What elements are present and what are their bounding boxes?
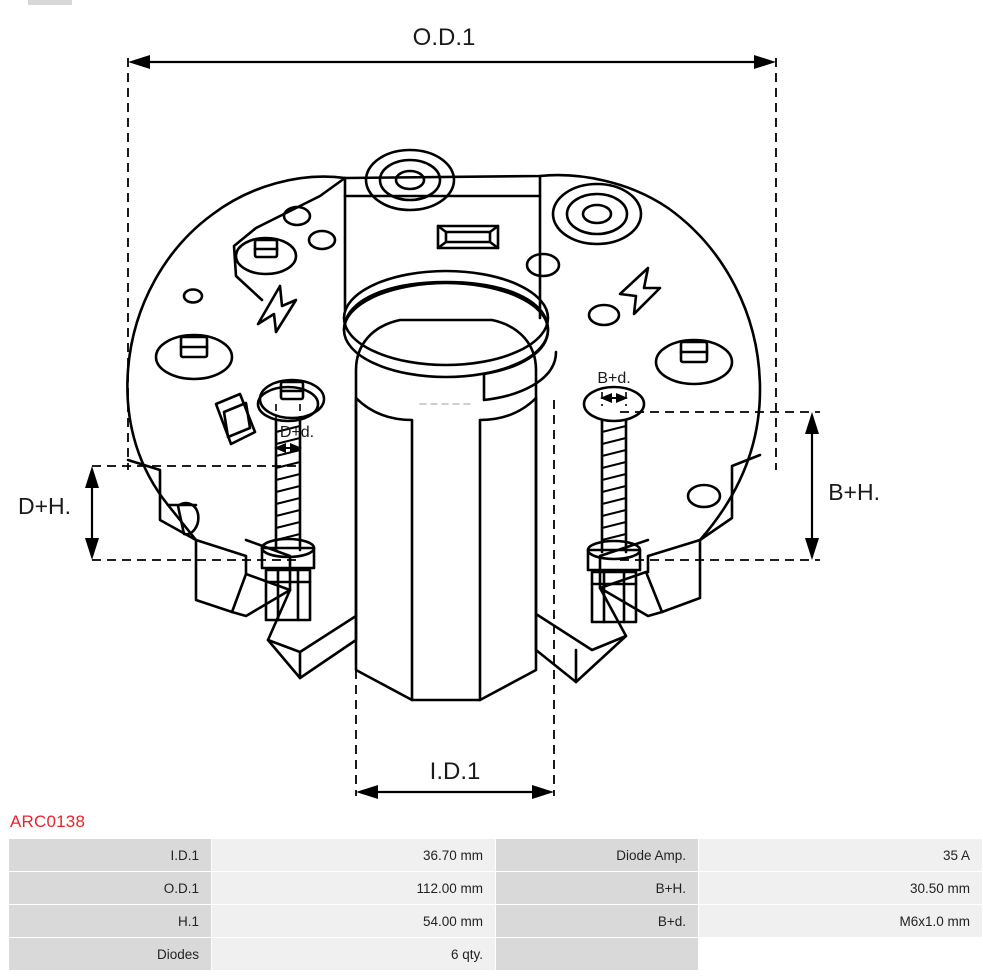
spec-value: 36.70 mm [212,839,496,872]
spec-label: I.D.1 [9,839,212,872]
dim-label-id1: I.D.1 [429,758,481,785]
table-row [9,905,983,938]
spec-label: Diodes [9,938,212,971]
spec-value: 35 A [699,839,983,872]
table-row [9,872,983,905]
table-row [9,938,983,971]
dim-label-dd: D+d. [279,424,315,441]
spec-value: 112.00 mm [212,872,496,905]
table-row [9,839,983,872]
spec-label: H.1 [9,905,212,938]
spec-value: 54.00 mm [212,905,496,938]
spec-label: B+d. [496,905,699,938]
spec-empty-cell [699,938,983,971]
spec-value: 6 qty. [212,938,496,971]
dim-label-bh: B+H. [828,479,880,505]
spec-label: B+H. [496,872,699,905]
spec-value: M6x1.0 mm [699,905,983,938]
dim-label-bd: B+d. [597,370,631,387]
specifications-table [8,838,983,971]
spec-value: 30.50 mm [699,872,983,905]
dim-label-od1: O.D.1 [412,24,476,51]
dim-label-dh: D+H. [18,493,72,519]
part-code: ARC0138 [10,812,86,831]
spec-label: Diode Amp. [496,839,699,872]
spec-label: O.D.1 [9,872,212,905]
spec-empty-cell [496,938,699,971]
